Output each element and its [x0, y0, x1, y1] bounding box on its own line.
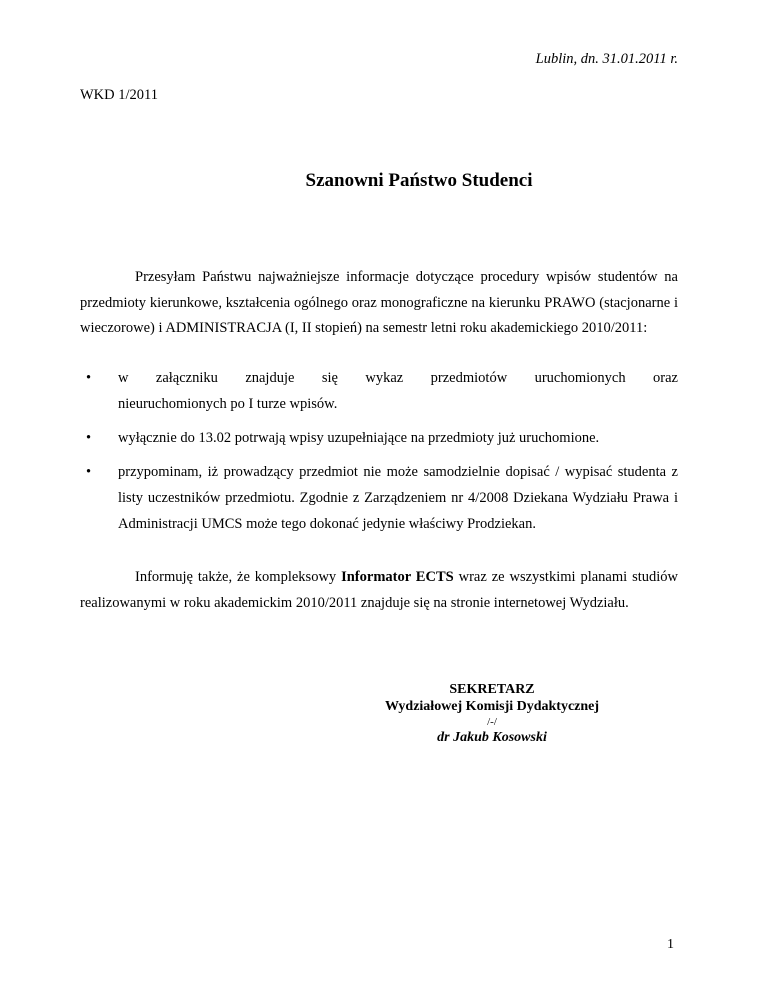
salutation-heading: Szanowni Państwo Studenci: [305, 170, 533, 191]
signature-block: [360, 681, 624, 746]
bullet-icon: •: [86, 464, 92, 480]
signature-body: Wydziałowej Komisji Dydaktycznej: [384, 699, 600, 714]
list-item: [80, 425, 678, 451]
signature-mark: /-/: [487, 716, 497, 728]
info-bullet-list: [80, 365, 678, 545]
letter-date: Lublin, dn. 31.01.2011 r.: [535, 51, 678, 67]
intro-paragraph: [80, 265, 678, 342]
bullet-icon: •: [86, 370, 92, 386]
list-item: [80, 459, 678, 537]
bullet-text: przypominam, iż prowadzący przedmiot nie może samodzielnie dopisać / wypisać studenta z listy uczestników przedmiotu. Zgodnie z Zarządzeniem nr 4/2008 Dziekana Wydziału Prawa i Administracji UMCS może tego dokonać jedynie właściwy Prodziekan.: [118, 464, 678, 532]
bullet-text: wyłącznie do 13.02 potrwają wpisy uzupełniające na przedmioty już uruchomione.: [118, 430, 600, 446]
informator-ects-highlight: Informator ECTS: [341, 569, 454, 585]
page-number: 1: [667, 937, 674, 952]
list-item: [80, 365, 678, 417]
bullet-text-line2: nieuruchomionych po I turze wpisów.: [118, 396, 338, 412]
reference-number: WKD 1/2011: [80, 87, 158, 103]
informator-text-after: wraz ze wszystkimi planami studiów realizowanymi w roku akademickim 2010/2011 znajduje się na stronie internetowej Wydziału.: [80, 569, 679, 611]
intro-paragraph-text: Przesyłam Państwu najważniejsze informacje dotyczące procedury wpisów studentów na przedmioty kierunkowe, kształcenia ogólnego oraz monograficzne na kierunku PRAWO (stacjonarne i wieczorowe) i ADMINISTRACJA (I, II stopień) na semestr letni roku akademickiego 2010/2011:: [80, 269, 678, 337]
bullet-icon: •: [86, 430, 92, 446]
signatory-name: dr Jakub Kosowski: [437, 730, 547, 745]
informator-paragraph: [80, 564, 678, 616]
informator-text-before: Informuję także, że kompleksowy: [135, 569, 342, 585]
bullet-text-line1: w załączniku znajduje się wykaz przedmiotów uruchomionych oraz: [118, 370, 678, 386]
signature-role: SEKRETARZ: [449, 682, 535, 697]
